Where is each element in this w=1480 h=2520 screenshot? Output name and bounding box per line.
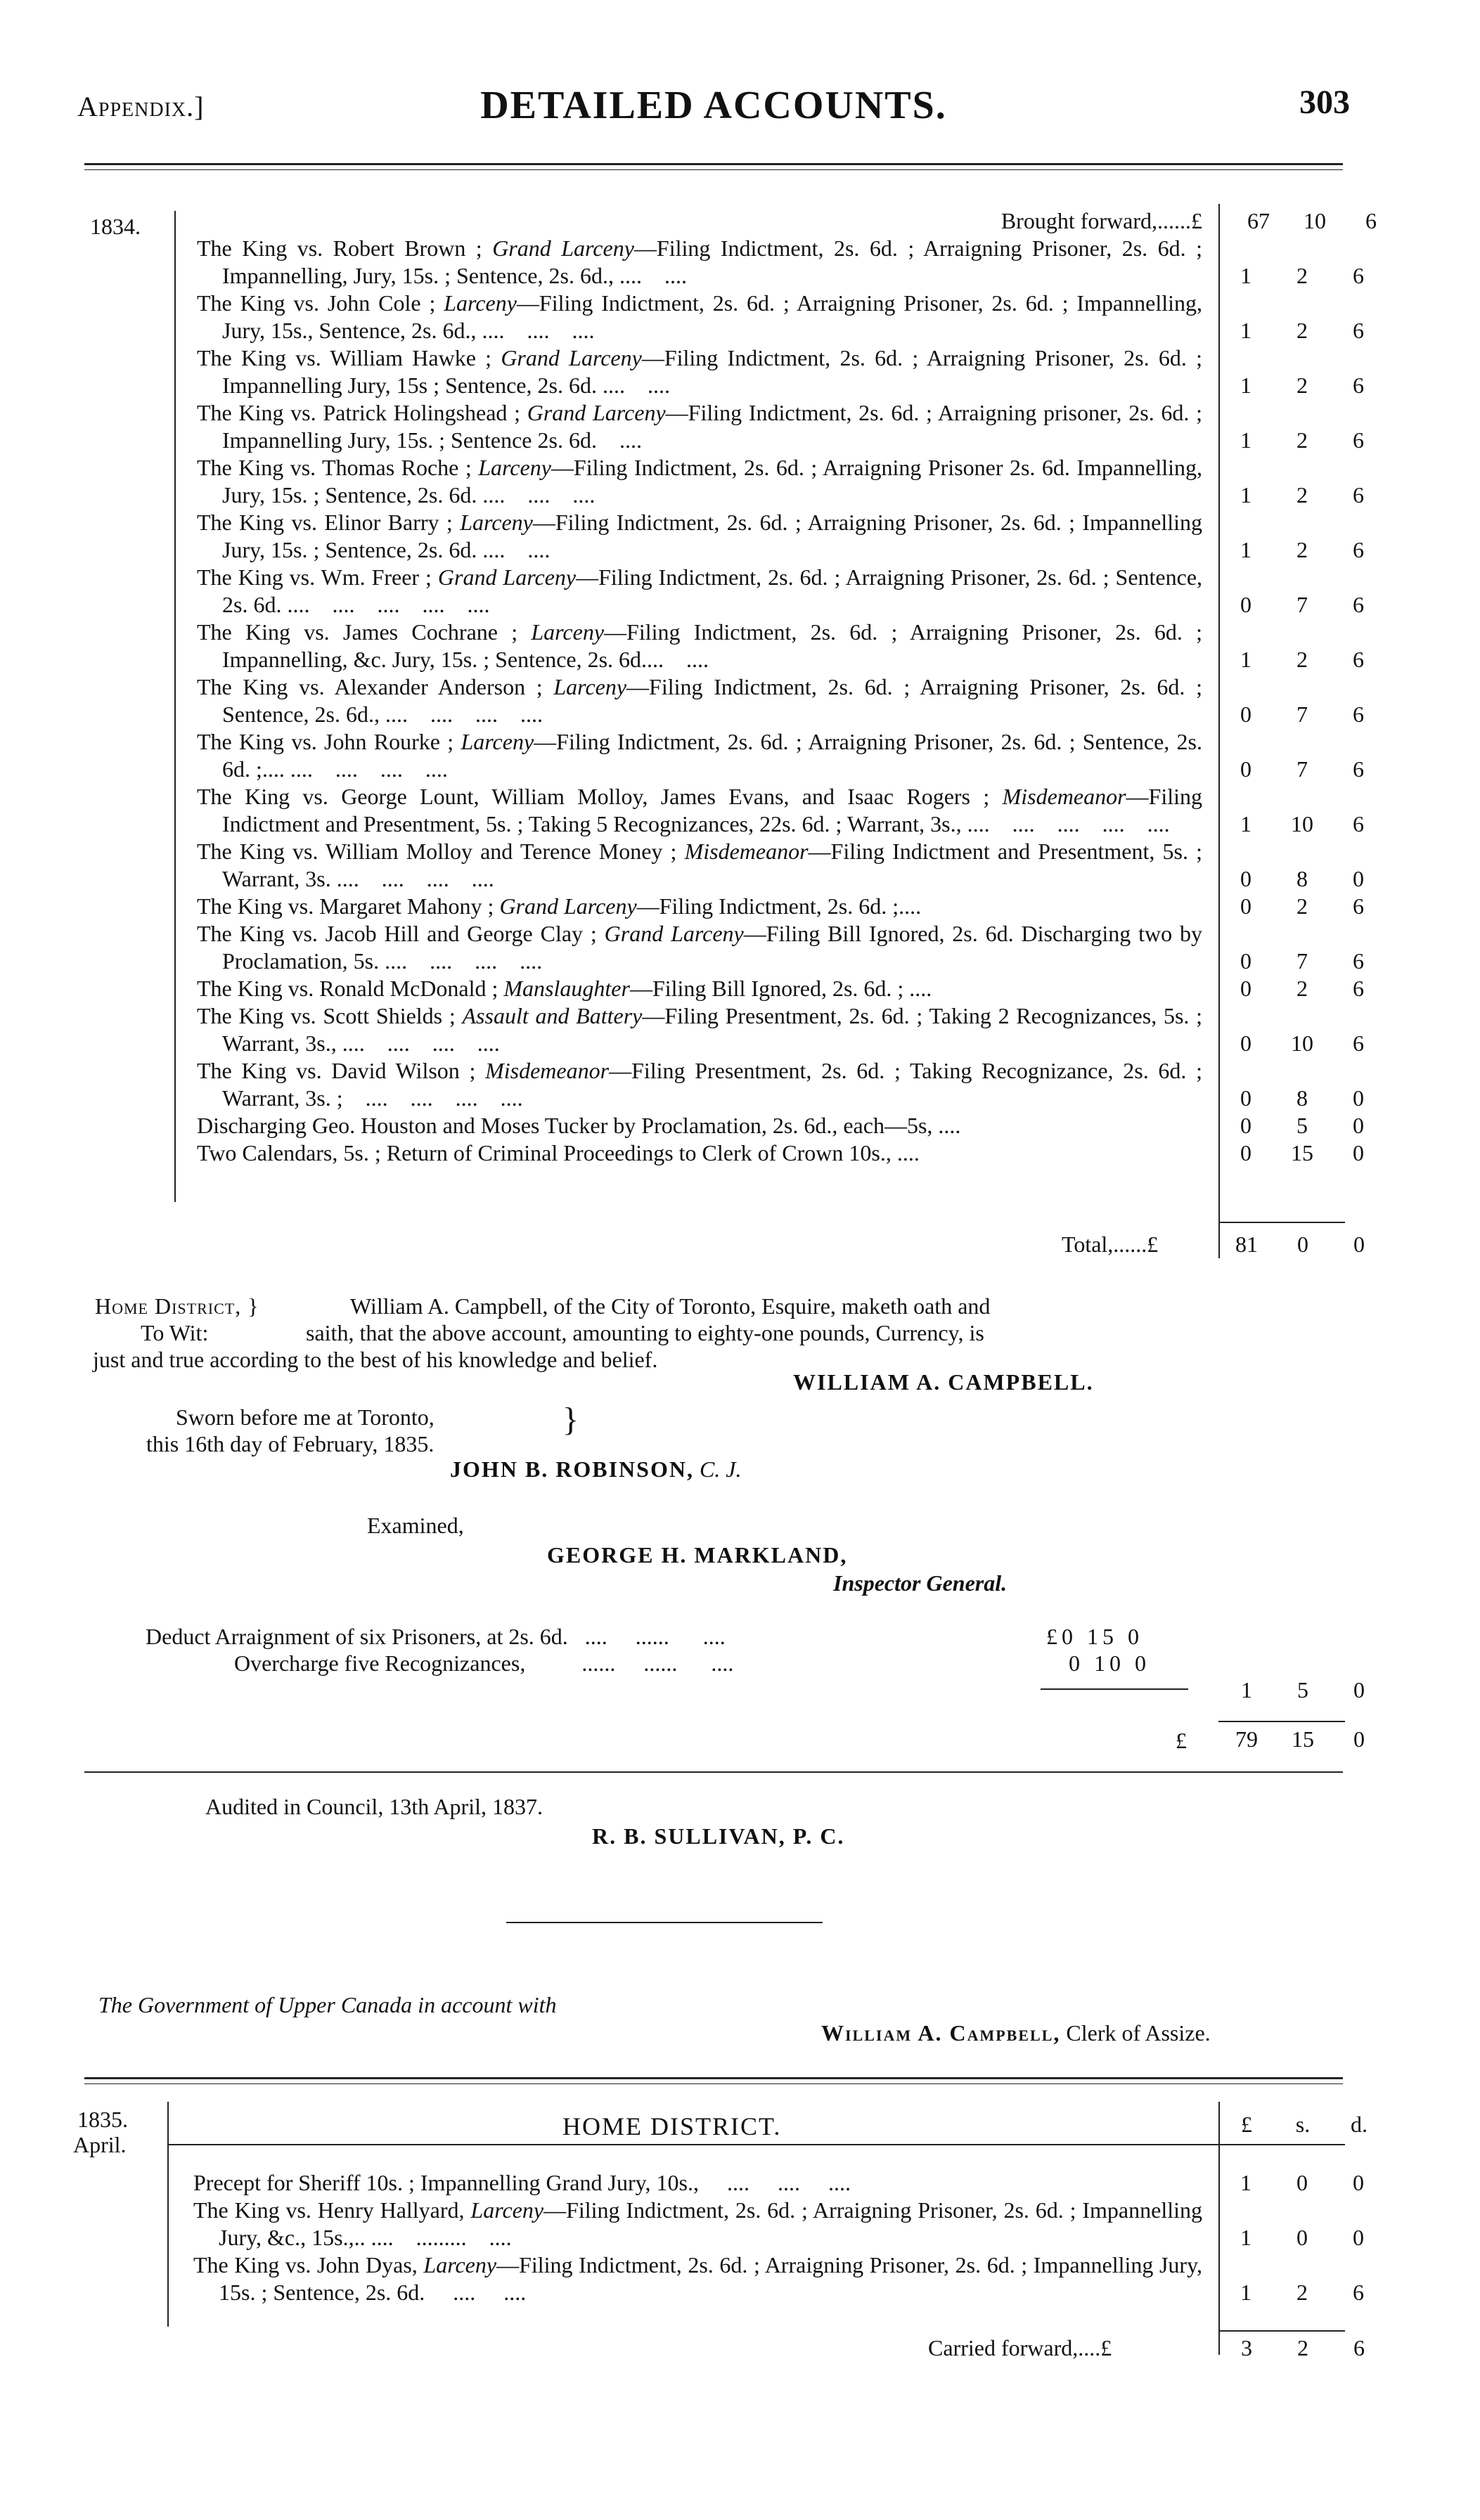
ledger-entry-text: Discharging Geo. Houston and Moses Tucker by Proclamation, 2s. 6d., each—5s, .... <box>197 1113 961 1138</box>
entries-left-rule <box>174 211 176 1202</box>
ledger-entry-text: The King vs. William Hawke ; Grand Larceny—Filing Indictment, 2s. 6d. ; Arraigning Prisoner, 2s. 6d. ; Impannelling Jury, 15s ; Sentence, 2s. 6d. .... .... <box>197 345 1202 398</box>
running-header <box>77 83 1350 132</box>
ledger-entry-amount: 1 2 6 <box>1240 537 1364 562</box>
home-district-entry <box>193 2251 1364 2306</box>
ledger-entry-amount: 1 2 6 <box>1240 647 1364 672</box>
brought-forward-row <box>197 207 1377 235</box>
home-district-entry <box>193 2197 1364 2251</box>
home-district-entry-amount: 1 2 6 <box>1240 2280 1364 2305</box>
account-heading-left: The Government of Upper Canada in account with <box>98 1992 557 2017</box>
ledger-entry <box>197 728 1364 783</box>
year-1834: 1834. <box>90 214 141 239</box>
oath-line-2: saith, that the above account, amounting to eighty-one pounds, Currency, is <box>306 1320 984 1345</box>
inspector-signature: GEORGE H. MARKLAND, <box>547 1542 848 1568</box>
section2-amount-rule <box>1218 2102 1220 2355</box>
deduction-line-2 <box>234 1649 733 1677</box>
home-district-entry-text: The King vs. Henry Hallyard, Larceny—Filing Indictment, 2s. 6d. ; Arraigning Prisoner, 2s. 6d. ; Impannelling Jury, &c., 15s.,.. .... ......... .... <box>193 2197 1203 2250</box>
ledger-entry <box>197 920 1364 975</box>
ledger-entry-amount: 1 2 6 <box>1240 263 1364 288</box>
section2-left-rule <box>167 2102 169 2327</box>
carried-forward-amount: 3 2 6 <box>1241 2335 1365 2360</box>
ledger-entries <box>197 207 1377 1167</box>
ledger-entry-text: The King vs. Ronald McDonald ; Manslaughter—Filing Bill Ignored, 2s. 6d. ; .... <box>197 976 932 1001</box>
ledger-entry-amount: 0 10 6 <box>1240 1030 1364 1056</box>
ledger-entry-amount: 0 8 0 <box>1240 866 1364 891</box>
ledger-entry-text: The King vs. John Rourke ; Larceny—Filing Indictment, 2s. 6d. ; Arraigning Prisoner, 2s. 6d. ; Sentence, 2s. 6d. ;.... .... .... .... .... <box>197 729 1203 782</box>
net-rule <box>1218 1721 1345 1722</box>
ledger-entry <box>197 235 1364 290</box>
account-heading-right: William A. Campbell, Clerk of Assize. <box>821 2020 1211 2046</box>
ledger-entry-text: The King vs. Wm. Freer ; Grand Larceny—Filing Indictment, 2s. 6d. ; Arraigning Prisoner, 2s. 6d. ; Sentence, 2s. 6d. .... .... .... .... .... <box>197 564 1203 617</box>
ledger-entry-text: The King vs. James Cochrane ; Larceny—Filing Indictment, 2s. 6d. ; Arraigning Prisoner, 2s. 6d. ; Impannelling, &c. Jury, 15s. ; Sentence, 2s. 6d.... .... <box>197 619 1203 672</box>
oath-line-1: William A. Campbell, of the City of Toronto, Esquire, maketh oath and <box>350 1293 991 1319</box>
deduction-text-2: Overcharge five Recognizances, ...... ...... .... <box>234 1650 734 1676</box>
audit-signer: R. B. SULLIVAN, P. C. <box>592 1823 845 1849</box>
carried-rule <box>1218 2330 1345 2332</box>
home-district-entry-text: Precept for Sheriff 10s. ; Impannelling Grand Jury, 10s., .... .... .... <box>193 2170 851 2195</box>
ledger-entry <box>197 1057 1364 1112</box>
ledger-entry-text: The King vs. Alexander Anderson ; Larceny—Filing Indictment, 2s. 6d. ; Arraigning Prisoner, 2s. 6d. ; Sentence, 2s. 6d., .... .... .... .... <box>197 674 1203 727</box>
ledger-entry <box>197 1139 1364 1167</box>
amount-column-rule <box>1218 204 1220 1258</box>
total-amount: 81 0 0 <box>1235 1232 1365 1257</box>
ledger-entry-text: Two Calendars, 5s. ; Return of Criminal Proceedings to Clerk of Crown 10s., .... <box>197 1140 920 1165</box>
ledger-entry-text: The King vs. William Molloy and Terence Money ; Misdemeanor—Filing Indictment and Presentment, 5s. ; Warrant, 3s. .... .... .... .... <box>197 839 1203 891</box>
home-district-rule <box>167 2144 1345 2145</box>
ledger-entry-amount: 0 5 0 <box>1240 1113 1364 1138</box>
ledger-entry-text: The King vs. Scott Shields ; Assault and Battery—Filing Presentment, 2s. 6d. ; Taking 2 Recognizances, 5s. ; Warrant, 3s., .... .... .... .... <box>197 1003 1203 1056</box>
ledger-entry <box>197 509 1364 564</box>
ledger-entry-amount: 1 2 6 <box>1240 318 1364 343</box>
total-rule <box>1218 1222 1345 1223</box>
ledger-entry <box>197 1002 1364 1057</box>
ledger-entry-amount: 0 7 6 <box>1240 702 1364 727</box>
sworn-brace: } <box>562 1401 579 1438</box>
deduction-rule <box>1041 1688 1188 1690</box>
page-title: DETAILED ACCOUNTS. <box>480 84 947 127</box>
oath-line-3: just and true according to the best of his knowledge and belief. <box>93 1347 658 1372</box>
sworn-line-1: Sworn before me at Toronto, <box>176 1404 435 1430</box>
ledger-entry <box>197 893 1364 920</box>
header-appendix: Appendix.] <box>77 91 205 122</box>
deduction-text-1: Deduct Arraignment of six Prisoners, at 2s. 6d. .... ...... .... <box>146 1624 726 1649</box>
ledger-entry-text: The King vs. George Lount, William Molloy, James Evans, and Isaac Rogers ; Misdemeanor—Filing Indictment and Presentment, 5s. ; Taking 5 Recognizances, 22s. 6d. ; Warrant, 3s., .... .... .... .... .... <box>197 784 1202 836</box>
ledger-entry-text: The King vs. Elinor Barry ; Larceny—Filing Indictment, 2s. 6d. ; Arraigning Prisoner, 2s. 6d. ; Impannelling Jury, 15s. ; Sentence, 2s. 6d. .... .... <box>197 510 1203 562</box>
ledger-entry-amount: 1 10 6 <box>1240 811 1364 836</box>
to-wit-label: To Wit: <box>141 1320 209 1345</box>
ledger-entry-text: The King vs. Robert Brown ; Grand Larceny—Filing Indictment, 2s. 6d. ; Arraigning Prisoner, 2s. 6d. ; Impannelling, Jury, 15s. ; Sentence, 2s. 6d., .... .... <box>197 235 1203 288</box>
month-april: April. <box>73 2132 127 2157</box>
year-1835: 1835. <box>77 2107 128 2132</box>
ledger-entry <box>197 454 1364 509</box>
home-district-entry-amount: 1 0 0 <box>1240 2170 1364 2195</box>
home-district-title: HOME DISTRICT. <box>562 2112 782 2140</box>
ledger-entry <box>197 344 1364 399</box>
brought-forward-amount: 67 10 6 <box>1247 208 1377 233</box>
audit-line: Audited in Council, 13th April, 1837. <box>205 1794 543 1819</box>
total-label: Total,......£ <box>1062 1232 1159 1257</box>
home-district-entry-text: The King vs. John Dyas, Larceny—Filing Indictment, 2s. 6d. ; Arraigning Prisoner, 2s. 6d. ; Impannelling Jury, 15s. ; Sentence, 2s. 6d. .... .... <box>193 2252 1203 2305</box>
carried-forward-label: Carried forward,....£ <box>928 2335 1112 2360</box>
ledger-entry <box>197 838 1364 893</box>
ledger-entry <box>197 619 1364 673</box>
ledger-entry <box>197 290 1364 344</box>
ledger-entry <box>197 1112 1364 1139</box>
page-number: 303 <box>1299 84 1350 121</box>
short-divider <box>506 1922 823 1923</box>
section2-top-rule <box>84 2077 1343 2079</box>
ledger-entry-text: The King vs. David Wilson ; Misdemeanor—Filing Presentment, 2s. 6d. ; Taking Recognizance, 2s. 6d. ; Warrant, 3s. ; .... .... .... .... <box>197 1058 1203 1111</box>
ledger-entry-amount: 0 8 0 <box>1240 1085 1364 1111</box>
header-rule <box>84 163 1343 165</box>
ledger-entry-text: The King vs. John Cole ; Larceny—Filing Indictment, 2s. 6d. ; Arraigning Prisoner, 2s. 6d. ; Impannelling, Jury, 15s., Sentence, 2s. 6d., .... .... .... <box>197 290 1203 343</box>
ledger-entry <box>197 975 1364 1002</box>
ledger-entry <box>197 673 1364 728</box>
net-amount: 79 15 0 <box>1235 1726 1365 1752</box>
ledger-entry-amount: 1 2 6 <box>1240 482 1364 508</box>
deduction-amount-1: £0 15 0 <box>1046 1624 1143 1649</box>
home-district-entry-amount: 1 0 0 <box>1240 2225 1364 2250</box>
sworn-line-2: this 16th day of February, 1835. <box>146 1431 435 1456</box>
ledger-entry-amount: 0 2 6 <box>1240 893 1364 919</box>
ledger-entry-text: The King vs. Thomas Roche ; Larceny—Filing Indictment, 2s. 6d. ; Arraigning Prisoner 2s. 6d. Impannelling, Jury, 15s. ; Sentence, 2s. 6d. .... .... .... <box>197 455 1203 508</box>
home-district-entry <box>193 2169 1364 2197</box>
district-label: Home District, } <box>95 1293 259 1319</box>
ledger-entry-amount: 1 2 6 <box>1240 373 1364 398</box>
ledger-entry-amount: 0 2 6 <box>1240 976 1364 1001</box>
deduction-line-1 <box>146 1622 726 1650</box>
inspector-title: Inspector General. <box>833 1570 1008 1596</box>
deduction-amount-2: 0 10 0 <box>1069 1650 1150 1676</box>
ledger-entry <box>197 564 1364 619</box>
ledger-entry-text: The King vs. Margaret Mahony ; Grand Larceny—Filing Indictment, 2s. 6d. ;.... <box>197 893 922 919</box>
section-divider <box>84 1771 1343 1773</box>
home-district-entries <box>193 2169 1364 2306</box>
campbell-signature: WILLIAM A. CAMPBELL. <box>793 1369 1094 1395</box>
ledger-entry-text: The King vs. Jacob Hill and George Clay ; Grand Larceny—Filing Bill Ignored, 2s. 6d. Discharging two by Proclamation, 5s. .... .... .... .... <box>197 921 1203 974</box>
ledger-entry <box>197 783 1364 838</box>
ledger-entry-text: The King vs. Patrick Holingshead ; Grand Larceny—Filing Indictment, 2s. 6d. ; Arraigning prisoner, 2s. 6d. ; Impannelling Jury, 15s. ; Sentence 2s. 6d. .... <box>197 400 1203 453</box>
net-pound-sign: £ <box>1176 1728 1187 1753</box>
ledger-entry-amount: 0 7 6 <box>1240 948 1364 974</box>
currency-header: £ s. d. <box>1241 2112 1368 2137</box>
ledger-entry-amount: 0 15 0 <box>1240 1140 1364 1165</box>
deduction-subtotal: 1 5 0 <box>1241 1677 1365 1702</box>
examined-label: Examined, <box>367 1513 464 1538</box>
ledger-entry-amount: 0 7 6 <box>1240 592 1364 617</box>
brought-forward-label: Brought forward,......£ <box>1000 208 1202 233</box>
ledger-entry-amount: 1 2 6 <box>1240 427 1364 453</box>
ledger-entry <box>197 399 1364 454</box>
ledger-entry-amount: 0 7 6 <box>1240 756 1364 782</box>
judge-signature: JOHN B. ROBINSON, C. J. <box>450 1456 742 1482</box>
